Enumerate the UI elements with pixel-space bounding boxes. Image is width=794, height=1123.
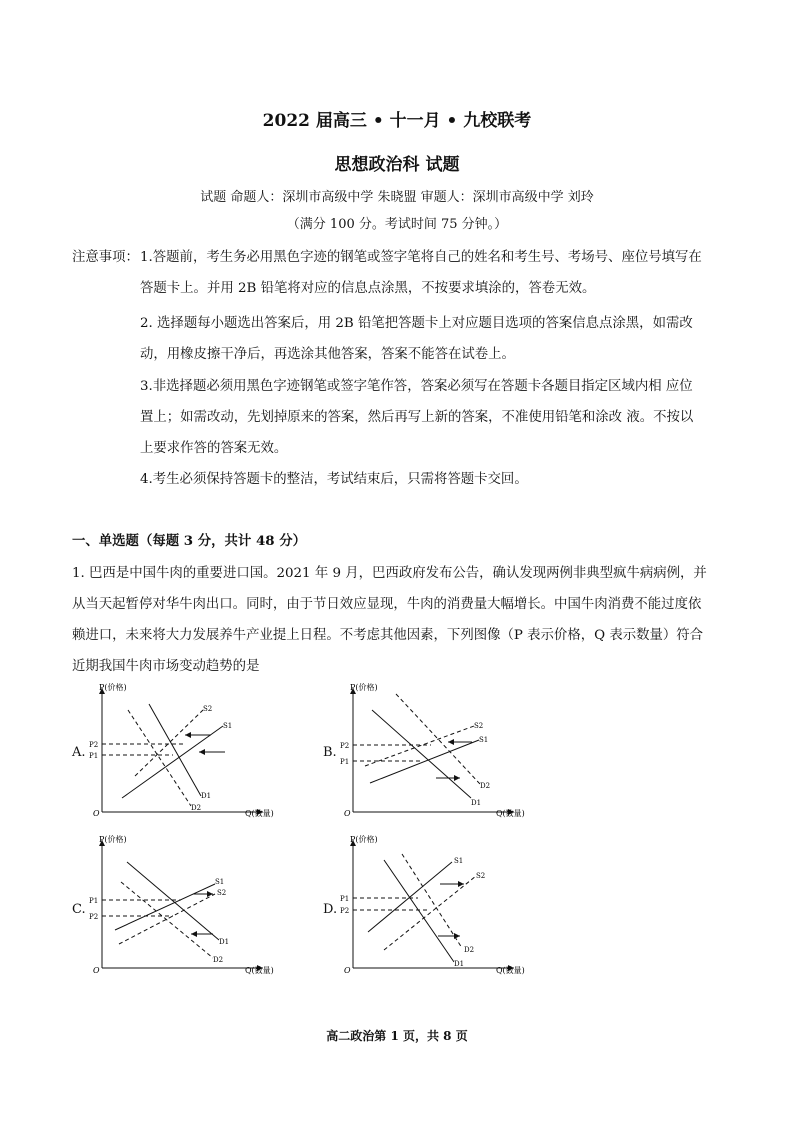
s1-label: S1 [215,878,225,886]
p1-label: P1 [89,752,99,760]
p2-label: P2 [340,907,350,915]
p2-label: P2 [340,742,350,750]
d1-label: D1 [201,792,212,800]
note-3-line-3: 上要求作答的答案无效。 [140,441,288,456]
s1-label: S1 [223,722,233,730]
origin-label: O [93,966,100,975]
d2-curve [121,882,213,958]
origin-label: O [93,809,100,818]
s2-label: S2 [203,705,213,713]
q-axis-label: Q(数量) [245,809,274,818]
page-footer: 高二政治第 1 页，共 8 页 [326,1029,468,1043]
q-axis-label: Q(数量) [245,966,274,975]
question-1-line-3: 赖进口，未来将大力发展养牛产业提上日程。不考虑其他因素，下列图像（P 表示价格，Q 表示数量）符合 [72,628,704,643]
s2-label: S2 [474,722,484,730]
p2-label: P2 [89,913,99,921]
question-1-line-2: 从当天起暂停对华牛肉出口。同时，由于节日效应显现，牛肉的消费量大幅增长。中国牛肉消费不能过度依 [72,597,702,612]
note-1-line-2: 答题卡上。并用 2B 铅笔将对应的信息点涂黑，不按要求填涂的，答卷无效。 [140,281,596,296]
origin-label: O [344,966,351,975]
origin-label: O [344,809,351,818]
d2-label: D2 [480,782,491,790]
note-2-line-2: 动，用橡皮擦干净后，再选涂其他答案，答案不能答在试卷上。 [140,347,515,362]
p1-label: P1 [89,897,99,905]
d2-label: D2 [213,956,224,964]
option-b-label: B. [323,745,337,760]
option-d-label: D. [323,902,338,917]
d1-label: D1 [454,960,465,968]
s1-curve [370,740,479,783]
s2-label: S2 [476,872,486,880]
notes-label: 注意事项： [72,250,139,265]
s1-label: S1 [479,736,489,744]
p-axis-label: P(价格) [350,683,378,692]
note-3-line-1: 3.非选择题必须用黑色字迹钢笔或签字笔作答，答案必须写在答题卡各题目指定区域内相 应位 [140,379,693,394]
authors-line: 试题 命题人：深圳市高级中学 朱晓盟 审题人：深圳市高级中学 刘玲 [200,190,594,205]
s1-curve [115,884,215,930]
graph-option-a [85,680,285,820]
graph-option-d [336,832,536,977]
s2-curve [384,876,476,950]
subject-title: 思想政治科 试题 [334,155,460,175]
question-1-line-1: 1. 巴西是中国牛肉的重要进口国。2021 年 9 月，巴西政府发布公告，确认发现两例非典型疯牛病病例，并 [72,566,707,581]
d2-label: D2 [464,946,475,954]
s2-curve [365,726,474,766]
d2-curve [128,710,191,806]
question-1-line-4: 近期我国牛肉市场变动趋势的是 [72,659,260,674]
d2-label: D2 [191,804,202,812]
s1-curve [122,726,223,798]
note-1-line-1: 1.答题前，考生务必用黑色字迹的钢笔或签字笔将自己的姓名和考生号、考场号、座位号填写在 [140,250,702,265]
d2-curve [402,854,462,948]
p1-label: P1 [340,758,350,766]
option-a-label: A. [72,745,86,760]
score-time-line: （满分 100 分。考试时间 75 分钟。） [286,217,508,232]
s2-curve [135,710,203,776]
q-axis-label: Q(数量) [496,966,525,975]
p-axis-label: P(价格) [350,835,378,844]
d1-curve [372,710,471,798]
d1-label: D1 [471,799,482,807]
d1-label: D1 [219,938,230,946]
q-axis-label: Q(数量) [496,809,525,818]
section-heading: 一、单选题（每题 3 分，共计 48 分） [72,533,307,549]
s2-label: S2 [217,889,227,897]
note-3-line-2: 置上；如需改动，先划掉原来的答案，然后再写上新的答案，不准使用铅笔和涂改 液。不按以 [140,410,694,425]
note-2-line-1: 2. 选择题每小题选出答案后，用 2B 铅笔把答题卡上对应题目选项的答案信息点涂黑，如需改 [140,316,693,331]
d1-curve [384,860,454,962]
option-c-label: C. [72,902,86,917]
exam-title: 2022 届高三 • 十一月 • 九校联考 [262,111,532,131]
s1-label: S1 [454,857,464,865]
graph-option-c [85,832,285,977]
d1-curve [127,862,219,940]
p1-label: P1 [340,895,350,903]
p-axis-label: P(价格) [99,683,127,692]
p2-label: P2 [89,741,99,749]
p-axis-label: P(价格) [99,835,127,844]
s1-curve [368,862,452,932]
note-4: 4.考生必须保持答题卡的整洁，考试结束后，只需将答题卡交回。 [140,472,528,487]
s2-curve [119,894,215,944]
graph-option-b [336,680,536,820]
